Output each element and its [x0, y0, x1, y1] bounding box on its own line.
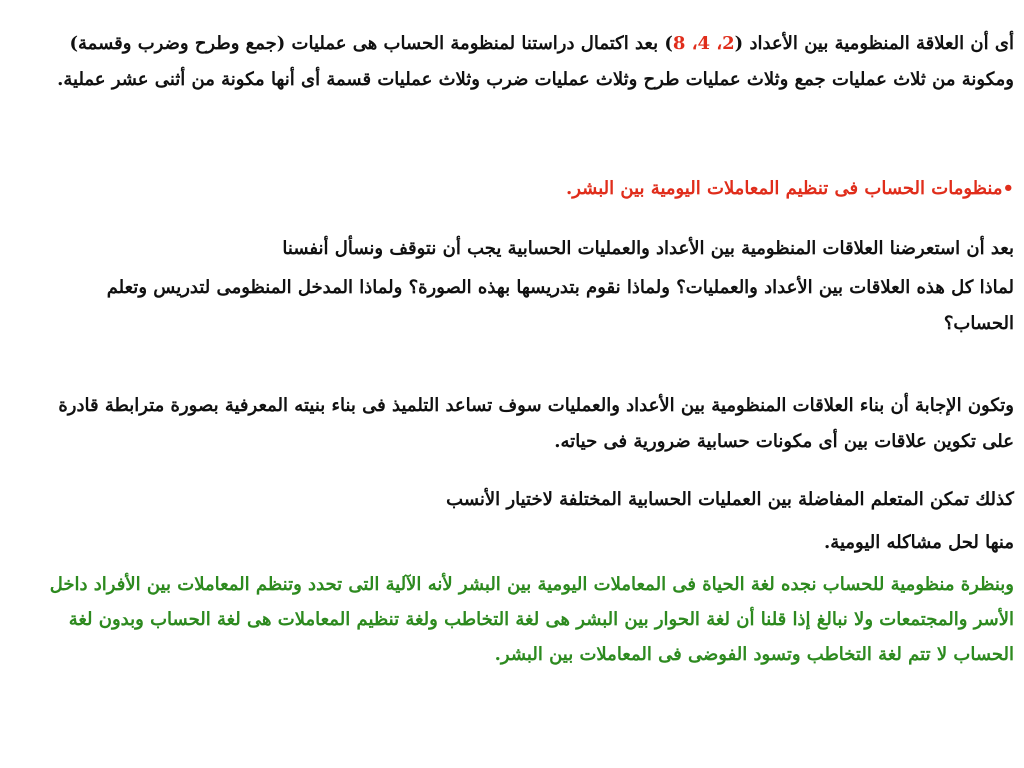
intro-text-after: ) بعد اكتمال دراستنا لمنظومة الحساب هى عمليات (جمع وطرح وضرب وقسمة) ومكونة من ثلاث عمليات جمع وثلاث عمليات طرح وثلاث عمليات ضرب وثلاث عمليات قسمة أى أنها مكونة من أثنى عشر عملية. — [57, 33, 1014, 90]
paragraph-questions: لماذا كل هذه العلاقات بين الأعداد والعمليات؟ ولماذا نقوم بتدريسها بهذه الصورة؟ ولماذا المدخل المنظومى لتدريس وتعلم الحساب؟ — [106, 277, 1014, 334]
paragraph-daily-problems: منها لحل مشاكله اليومية. — [824, 532, 1014, 553]
intro-numbers: 2، 4، 8 — [672, 33, 735, 54]
paragraph-comparison: كذلك تمكن المتعلم المفاضلة بين العمليات الحسابية المختلفة لاختيار الأنسب — [446, 489, 1014, 510]
paragraph-answer: وتكون الإجابة أن بناء العلاقات المنظومية بين الأعداد والعمليات سوف تساعد التلميذ فى بناء بنيته المعرفية بصورة مترابطة قادرة على تكوين علاقات بين أى مكونات حسابية ضرورية فى حياته. — [58, 395, 1014, 452]
intro-text-before: أى أن العلاقة المنظومية بين الأعداد ( — [734, 33, 1014, 54]
intro-paragraph — [44, 26, 1014, 98]
section-heading — [44, 172, 1014, 206]
paragraph-reflection: بعد أن استعرضنا العلاقات المنظومية بين الأعداد والعمليات الحسابية يجب أن نتوقف ونسأل أنفسنا — [282, 238, 1014, 259]
heading-bullet: • — [1002, 178, 1014, 199]
heading-text: منظومات الحساب فى تنظيم المعاملات اليومية بين البشر. — [565, 178, 1003, 199]
paragraph-language-of-life: وبنظرة منظومية للحساب نجده لغة الحياة فى المعاملات اليومية بين البشر لأنه الآلية التى تحدد وتنظم المعاملات بين الأفراد داخل الأسر والمجتمعات ولا نبالغ إذا قلنا أن لغة الحوار بين البشر هى لغة التخاطب ولغة تنظيم المعاملات هى لغة الحساب وبدون لغة الحساب لا تتم لغة التخاطب وتسود الفوضى فى المعاملات بين البشر. — [49, 574, 1014, 665]
